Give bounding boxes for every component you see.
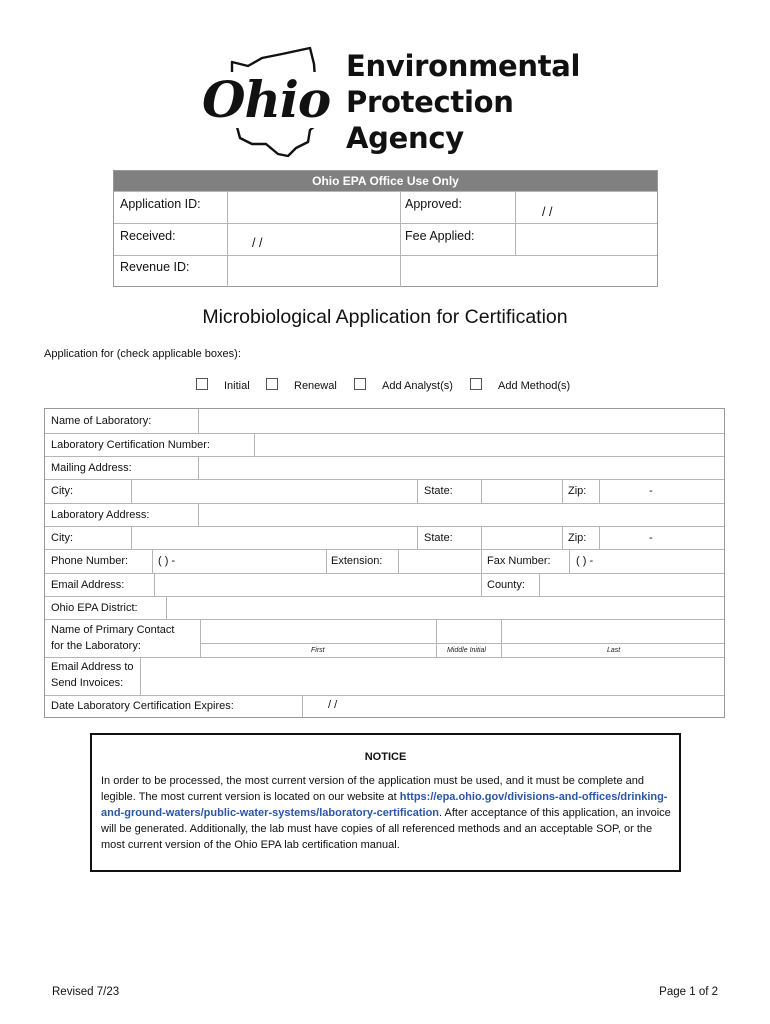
ohio-epa-district-label: Ohio EPA District: xyxy=(51,602,138,614)
ohio-script-wordmark: Ohio xyxy=(202,70,331,129)
lab-city-label: City: xyxy=(51,532,73,544)
fax-number-input[interactable]: ( ) - xyxy=(576,555,594,567)
primary-contact-label-line1: Name of Primary Contact xyxy=(51,624,175,636)
first-name-hint: First xyxy=(311,647,325,654)
option-initial-label: Initial xyxy=(224,380,250,392)
application-id-label: Application ID: xyxy=(120,197,201,211)
logo-line-environmental: Environmental xyxy=(346,49,581,83)
notice-text-after-link: . After acceptance of this application, an invoice will be generated. Additionally, the lab must have copies of all referenced methods and an acceptable SOP, or the most current version of the Ohio EPA lab certification manual. xyxy=(101,807,671,851)
county-label: County: xyxy=(487,579,525,591)
lab-state-input[interactable] xyxy=(482,527,562,549)
invoice-email-label-line2: Send Invoices: xyxy=(51,677,124,689)
office-use-table xyxy=(113,170,658,287)
revenue-id-field[interactable] xyxy=(228,256,400,287)
fax-number-label: Fax Number: xyxy=(487,555,551,567)
cert-expires-date-input[interactable]: / / xyxy=(328,699,338,711)
laboratory-info-form xyxy=(44,408,725,718)
option-add-method-label: Add Method(s) xyxy=(498,380,571,392)
name-of-laboratory-input[interactable] xyxy=(199,409,724,433)
checkbox-add-analyst[interactable] xyxy=(354,378,366,390)
ohio-epa-logo xyxy=(192,44,582,160)
notice-box xyxy=(90,733,681,872)
extension-label: Extension: xyxy=(331,555,383,567)
logo-line-protection: Protection xyxy=(346,85,514,119)
lab-zip-input[interactable]: - xyxy=(649,532,653,544)
invoice-email-label-line1: Email Address to xyxy=(51,661,134,673)
cert-expires-label: Date Laboratory Certification Expires: xyxy=(51,700,234,712)
application-for-prompt: Application for (check applicable boxes): xyxy=(44,348,241,360)
mailing-city-label: City: xyxy=(51,485,73,497)
option-add-analyst-label: Add Analyst(s) xyxy=(382,380,453,392)
checkbox-initial[interactable] xyxy=(196,378,208,390)
ohio-epa-district-input[interactable] xyxy=(167,597,724,619)
lab-city-input[interactable] xyxy=(132,527,417,549)
checkbox-add-method[interactable] xyxy=(470,378,482,390)
laboratory-address-input[interactable] xyxy=(199,504,724,526)
name-of-laboratory-label: Name of Laboratory: xyxy=(51,415,152,427)
mailing-zip-label: Zip: xyxy=(568,485,587,497)
page-number: Page 1 of 2 xyxy=(659,986,718,998)
office-use-header: Ohio EPA Office Use Only xyxy=(114,171,657,191)
revenue-id-label: Revenue ID: xyxy=(120,260,190,274)
approved-date-field[interactable]: / / xyxy=(542,205,553,219)
last-name-hint: Last xyxy=(607,647,621,654)
laboratory-address-label: Laboratory Address: xyxy=(51,509,150,521)
checkbox-renewal[interactable] xyxy=(266,378,278,390)
contact-first-name-input[interactable] xyxy=(201,620,436,643)
notice-text-before-link: In order to be processed, the most current version of the application must be used, and it must be complete and legible. The most current version is located on our website at xyxy=(101,775,644,803)
email-address-input[interactable] xyxy=(155,574,481,596)
mailing-zip-input[interactable]: - xyxy=(649,485,653,497)
contact-last-name-input[interactable] xyxy=(502,620,724,643)
notice-title: NOTICE xyxy=(364,751,407,763)
primary-contact-label-line2: for the Laboratory: xyxy=(51,640,141,652)
certification-number-input[interactable] xyxy=(255,434,724,456)
extension-input[interactable] xyxy=(399,550,481,573)
received-date-field[interactable]: / / xyxy=(252,236,263,250)
certification-website-link[interactable]: https://epa.ohio.gov/divisions-and-offices/drinking-and-ground-waters/public-water-systems/laboratory-certification xyxy=(101,791,668,819)
mailing-city-input[interactable] xyxy=(132,480,417,503)
approved-label: Approved: xyxy=(405,197,462,211)
lab-zip-label: Zip: xyxy=(568,532,587,544)
mailing-state-input[interactable] xyxy=(482,480,562,503)
mailing-address-input[interactable] xyxy=(199,457,724,479)
fee-applied-label: Fee Applied: xyxy=(405,229,475,243)
logo-line-agency: Agency xyxy=(346,121,464,155)
invoice-email-input[interactable] xyxy=(141,658,724,695)
county-input[interactable] xyxy=(540,574,724,596)
contact-middle-initial-input[interactable] xyxy=(437,620,501,643)
middle-initial-hint: Middle Initial xyxy=(447,647,486,654)
mailing-state-label: State: xyxy=(424,485,453,497)
option-renewal-label: Renewal xyxy=(294,380,337,392)
revision-date: Revised 7/23 xyxy=(52,986,120,998)
email-address-label: Email Address: xyxy=(51,579,125,591)
lab-state-label: State: xyxy=(424,532,453,544)
fee-applied-field[interactable] xyxy=(516,224,658,255)
received-label: Received: xyxy=(120,229,176,243)
phone-number-label: Phone Number: xyxy=(51,555,129,567)
application-id-field[interactable] xyxy=(228,192,400,223)
certification-number-label: Laboratory Certification Number: xyxy=(51,439,210,451)
notice-body xyxy=(101,773,671,853)
mailing-address-label: Mailing Address: xyxy=(51,462,132,474)
page-title: Microbiological Application for Certification xyxy=(202,306,568,328)
phone-number-input[interactable]: ( ) - xyxy=(158,555,176,567)
